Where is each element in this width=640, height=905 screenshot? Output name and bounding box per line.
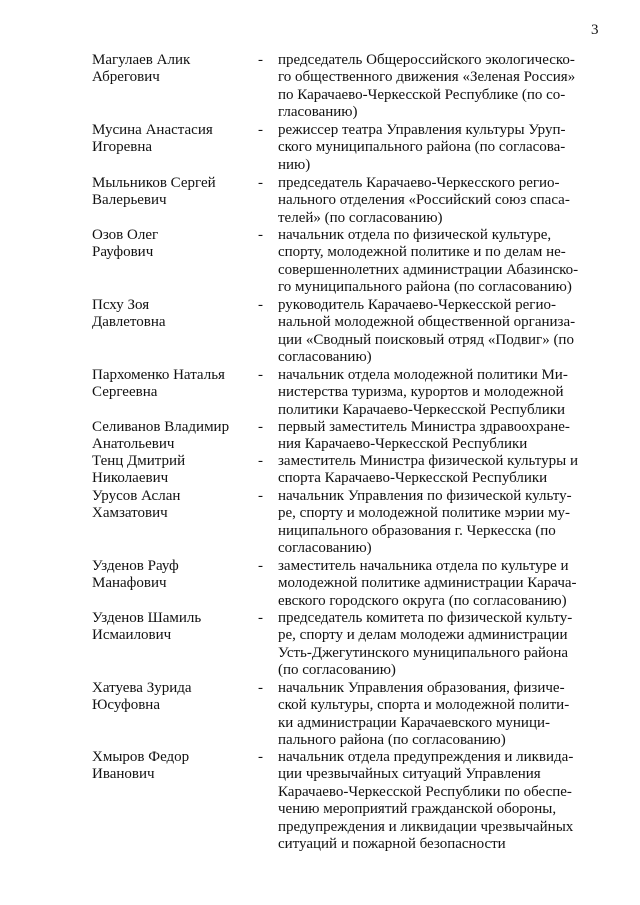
- dash-separator: -: [258, 680, 263, 696]
- dash-separator: -: [258, 453, 263, 469]
- person-position: начальник отдела предупреждения и ликвида- ции чрезвычайных ситуаций Управления Карачаево-Черкесской Республики по обеспе- чению мероприятий гражданской обороны, предупреждения и ликвидации чрезвычайных ситуаций и пожарной безопасности: [278, 749, 574, 853]
- person-name: Озов Олег Рауфович: [92, 227, 159, 261]
- dash-separator: -: [258, 419, 263, 435]
- dash-separator: -: [258, 610, 263, 626]
- person-name: Магулаев Алик Абрегович: [92, 52, 191, 86]
- person-name: Урусов Аслан Хамзатович: [92, 488, 181, 522]
- person-name: Пархоменко Наталья Сергеевна: [92, 367, 225, 401]
- person-position: первый заместитель Министра здравоохране- ния Карачаево-Черкесской Республики: [278, 419, 570, 453]
- person-position: руководитель Карачаево-Черкесской регио- нальной молодежной общественной организа- ции «Сводный поисковый отряд «Подвиг» (по согласованию): [278, 297, 576, 366]
- dash-separator: -: [258, 488, 263, 504]
- person-name: Хатуева Зурида Юсуфовна: [92, 680, 192, 714]
- person-position: председатель Карачаево-Черкесского регио- нального отделения «Российский союз спаса- телей» (по согласованию): [278, 175, 570, 226]
- dash-separator: -: [258, 227, 263, 243]
- dash-separator: -: [258, 122, 263, 138]
- person-position: председатель Общероссийского экологическо- го общественного движения «Зеленая Россия» по Карачаево-Черкесской Республике (по со- гласованию): [278, 52, 576, 121]
- dash-separator: -: [258, 749, 263, 765]
- person-position: начальник Управления образования, физиче- ской культуры, спорта и молодежной полити- ки администрации Карачаевского муници- пального района (по согласованию): [278, 680, 570, 749]
- person-name: Мусина Анастасия Игоревна: [92, 122, 213, 156]
- person-name: Узденов Рауф Манафович: [92, 558, 179, 592]
- person-name: Хмыров Федор Иванович: [92, 749, 190, 783]
- person-name: Тенц Дмитрий Николаевич: [92, 453, 186, 487]
- dash-separator: -: [258, 367, 263, 383]
- person-name: Мыльников Сергей Валерьевич: [92, 175, 216, 209]
- person-name: Узденов Шамиль Исмаилович: [92, 610, 202, 644]
- person-position: начальник отдела по физической культуре, спорту, молодежной политике и по делам не- совершеннолетних администрации Абазинско- го муниципального района (по согласованию): [278, 227, 579, 296]
- page-number: 3: [591, 22, 599, 38]
- dash-separator: -: [258, 52, 263, 68]
- person-position: заместитель Министра физической культуры и спорта Карачаево-Черкесской Республики: [278, 453, 578, 487]
- person-position: заместитель начальника отдела по культуре и молодежной политике администрации Карача- евского городского округа (по согласованию): [278, 558, 577, 609]
- person-position: начальник Управления по физической культу- ре, спорту и молодежной политике мэрии му- ниципального образования г. Черкесска (по согласованию): [278, 488, 572, 557]
- dash-separator: -: [258, 175, 263, 191]
- person-name: Селиванов Владимир Анатольевич: [92, 419, 230, 453]
- person-name: Псху Зоя Давлетовна: [92, 297, 166, 331]
- dash-separator: -: [258, 297, 263, 313]
- dash-separator: -: [258, 558, 263, 574]
- person-position: начальник отдела молодежной политики Ми- нистерства туризма, курортов и молодежной политики Карачаево-Черкесской Республики: [278, 367, 568, 418]
- person-position: режиссер театра Управления культуры Уруп- ского муниципального района (по согласова- нию): [278, 122, 566, 173]
- person-position: председатель комитета по физической культу- ре, спорту и делам молодежи администрации Усть-Джегутинского муниципального района (по согласованию): [278, 610, 573, 679]
